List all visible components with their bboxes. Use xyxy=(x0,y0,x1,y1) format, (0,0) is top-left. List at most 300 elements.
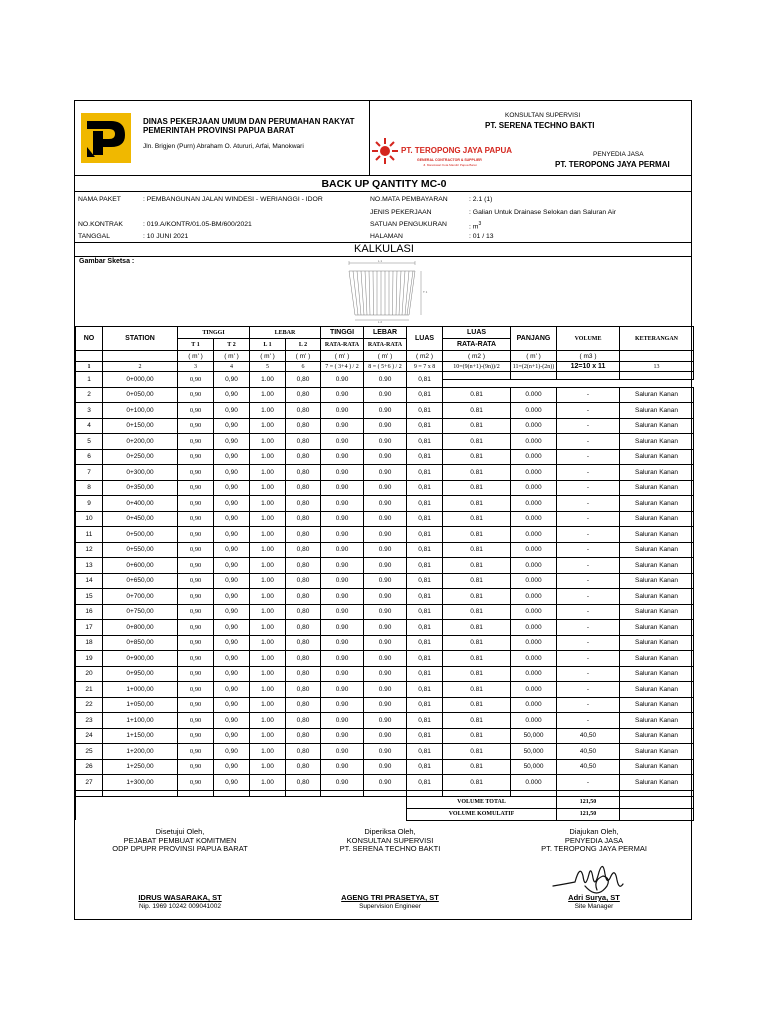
cell-l1: 1.00 xyxy=(250,403,286,419)
interval-panjang: 0.000 xyxy=(511,403,557,419)
interval-panjang: 0.000 xyxy=(511,697,557,713)
cell-t1: 0,90 xyxy=(178,728,214,744)
cell-t2: 0,90 xyxy=(214,620,250,636)
cell-l2: 0,80 xyxy=(286,728,321,744)
cell-l1: 1.00 xyxy=(250,604,286,620)
cell-t2: 0,90 xyxy=(214,372,250,388)
cell-luas: 0,81 xyxy=(407,527,443,543)
interval-luas-rata: 0.81 xyxy=(443,558,511,574)
interval-luas-rata: 0.81 xyxy=(443,775,511,791)
table-row xyxy=(76,372,694,380)
interval-luas-rata: 0.81 xyxy=(443,651,511,667)
interval-panjang: 0.000 xyxy=(511,527,557,543)
interval-panjang: 0.000 xyxy=(511,573,557,589)
cell-l2: 0,80 xyxy=(286,387,321,403)
cell-l1: 1.00 xyxy=(250,372,286,388)
interval-ket: Saluran Kanan xyxy=(620,620,694,636)
col-l1: L 1 xyxy=(250,339,286,351)
cell-lr: 0.90 xyxy=(364,465,407,481)
cell-l2: 0,80 xyxy=(286,511,321,527)
interval-ket: Saluran Kanan xyxy=(620,775,694,791)
cell-luas: 0,81 xyxy=(407,496,443,512)
cell-l1: 1.00 xyxy=(250,589,286,605)
cell-l1: 1.00 xyxy=(250,480,286,496)
table-row xyxy=(76,527,694,535)
interval-volume: - xyxy=(557,713,620,729)
interval-luas-rata: 0.81 xyxy=(443,682,511,698)
cell-t2: 0,90 xyxy=(214,465,250,481)
cell-l2: 0,80 xyxy=(286,449,321,465)
jenis-pekerjaan-label: JENIS PEKERJAAN xyxy=(370,209,432,216)
col-rata-luas: RATA-RATA xyxy=(443,339,511,351)
cell-l1: 1.00 xyxy=(250,558,286,574)
sketch-top-label: L 1 xyxy=(377,259,383,263)
signature-right-name xyxy=(495,894,693,911)
table-row xyxy=(76,418,694,426)
cell-l1: 1.00 xyxy=(250,713,286,729)
signature-right xyxy=(495,828,693,854)
signature-middle-name xyxy=(285,894,495,911)
col-luas: LUAS xyxy=(407,327,443,351)
interval-panjang: 0.000 xyxy=(511,682,557,698)
interval-volume: - xyxy=(557,480,620,496)
unit-cell: ( m' ) xyxy=(511,351,557,362)
cell-t1: 0,90 xyxy=(178,511,214,527)
interval-luas-rata: 0.81 xyxy=(443,496,511,512)
cell-no: 21 xyxy=(76,682,103,698)
interval-luas-rata: 0.81 xyxy=(443,511,511,527)
interval-panjang: 50,000 xyxy=(511,728,557,744)
interval-volume: - xyxy=(557,666,620,682)
cell-l2: 0,80 xyxy=(286,697,321,713)
cell-t2: 0,90 xyxy=(214,403,250,419)
interval-volume: - xyxy=(557,573,620,589)
interval-volume: - xyxy=(557,589,620,605)
nama-paket-label: NAMA PAKET xyxy=(78,196,121,203)
cell-l2: 0,80 xyxy=(286,744,321,760)
cell-lr: 0.90 xyxy=(364,434,407,450)
table-row xyxy=(76,697,694,705)
interval-volume: 40,50 xyxy=(557,728,620,744)
cell-no: 10 xyxy=(76,511,103,527)
col-rata-t: RATA-RATA xyxy=(321,339,364,351)
volume-kumulatif-row-label: VOLUME KOMULATIF xyxy=(407,808,557,820)
sig-left-subtitle: Nip. 1969 10242 009041002 xyxy=(138,902,222,910)
interval-ket: Saluran Kanan xyxy=(620,744,694,760)
cell-luas: 0,81 xyxy=(407,387,443,403)
cell-no: 7 xyxy=(76,465,103,481)
cell-l2: 0,80 xyxy=(286,713,321,729)
cell-station: 0+800,00 xyxy=(103,620,178,636)
interval-panjang: 0.000 xyxy=(511,558,557,574)
interval-volume: - xyxy=(557,635,620,651)
consultant-name: PT. SERENA TECHNO BAKTI xyxy=(485,121,595,130)
cell-t2: 0,90 xyxy=(214,387,250,403)
cell-luas: 0,81 xyxy=(407,759,443,775)
interval-ket: Saluran Kanan xyxy=(620,527,694,543)
interval-luas-rata: 0.81 xyxy=(443,744,511,760)
cell-no: 6 xyxy=(76,449,103,465)
cell-l2: 0,80 xyxy=(286,558,321,574)
interval-panjang: 0.000 xyxy=(511,434,557,450)
interval-volume: - xyxy=(557,511,620,527)
cell-l1: 1.00 xyxy=(250,620,286,636)
sig-left-caption2: PEJABAT PEMBUAT KOMITMEN xyxy=(123,835,237,845)
cell-l2: 0,80 xyxy=(286,372,321,388)
cell-t1: 0,90 xyxy=(178,682,214,698)
index-row xyxy=(76,362,694,372)
interval-luas-rata: 0.81 xyxy=(443,573,511,589)
cell-station: 0+400,00 xyxy=(103,496,178,512)
volume-total-row xyxy=(76,796,694,808)
channel-cross-section-sketch xyxy=(335,259,430,323)
cell-luas: 0,81 xyxy=(407,558,443,574)
cell-t1: 0,90 xyxy=(178,589,214,605)
cell-tr: 0.90 xyxy=(321,465,364,481)
agency-name xyxy=(143,117,433,135)
interval-panjang: 0.000 xyxy=(511,496,557,512)
cell-luas: 0,81 xyxy=(407,589,443,605)
cell-t1: 0,90 xyxy=(178,496,214,512)
cell-l2: 0,80 xyxy=(286,589,321,605)
kalkulasi-title: KALKULASI xyxy=(354,243,414,255)
cell-tr: 0.90 xyxy=(321,666,364,682)
provider-caption: PENYEDIA JASA xyxy=(593,151,644,158)
cell-lr: 0.90 xyxy=(364,589,407,605)
interval-ket: Saluran Kanan xyxy=(620,728,694,744)
cell-l1: 1.00 xyxy=(250,775,286,791)
interval-ket: Saluran Kanan xyxy=(620,403,694,419)
agency-line2: PEMERINTAH PROVINSI PAPUA BARAT xyxy=(143,126,295,135)
cell-station: 1+200,00 xyxy=(103,744,178,760)
interval-luas-rata: 0.81 xyxy=(443,589,511,605)
col-rata-l: RATA-RATA xyxy=(364,339,407,351)
col-keterangan: KETERANGAN xyxy=(620,327,694,351)
table-row xyxy=(76,465,694,473)
interval-ket: Saluran Kanan xyxy=(620,511,694,527)
cell-l2: 0,80 xyxy=(286,666,321,682)
sig-right-caption2: PENYEDIA JASA xyxy=(564,835,624,845)
cell-no: 1 xyxy=(76,372,103,388)
interval-volume: - xyxy=(557,387,620,403)
cell-l1: 1.00 xyxy=(250,697,286,713)
interval-luas-rata: 0.81 xyxy=(443,387,511,403)
cell-tr: 0.90 xyxy=(321,387,364,403)
cell-luas: 0,81 xyxy=(407,434,443,450)
unit-cell: ( m3 ) xyxy=(557,351,620,362)
interval-ket: Saluran Kanan xyxy=(620,558,694,574)
interval-ket: Saluran Kanan xyxy=(620,418,694,434)
document-title: BACK UP QANTITY MC-0 xyxy=(321,178,447,190)
interval-ket: Saluran Kanan xyxy=(620,589,694,605)
interval-panjang: 0.000 xyxy=(511,666,557,682)
sketch-bottom-label: L 2 xyxy=(377,320,383,323)
cell-l1: 1.00 xyxy=(250,573,286,589)
satuan-unit: : m xyxy=(469,223,479,231)
cell-l1: 1.00 xyxy=(250,542,286,558)
cell-t1: 0,90 xyxy=(178,744,214,760)
agency-address: Jln. Brigjen (Purn) Abraham O. Atururi, Arfai, Manokwari xyxy=(143,143,304,150)
index-cell: 10=(9(n+1)-(9n))/2 xyxy=(443,362,511,372)
cell-lr: 0.90 xyxy=(364,558,407,574)
interval-panjang: 0.000 xyxy=(511,480,557,496)
satuan-value xyxy=(469,221,481,230)
cell-tr: 0.90 xyxy=(321,713,364,729)
cell-luas: 0,81 xyxy=(407,666,443,682)
cell-l2: 0,80 xyxy=(286,759,321,775)
interval-panjang: 0.000 xyxy=(511,604,557,620)
cell-no: 26 xyxy=(76,759,103,775)
cell-station: 1+300,00 xyxy=(103,775,178,791)
interval-ket: Saluran Kanan xyxy=(620,651,694,667)
sketch-side-label: T 1 xyxy=(423,290,428,294)
cell-no: 11 xyxy=(76,527,103,543)
unit-cell: ( m' ) xyxy=(364,351,407,362)
col-panjang: PANJANG xyxy=(511,327,557,351)
interval-panjang: 0.000 xyxy=(511,418,557,434)
cell-no: 3 xyxy=(76,403,103,419)
cell-t2: 0,90 xyxy=(214,728,250,744)
interval-volume: - xyxy=(557,449,620,465)
cell-lr: 0.90 xyxy=(364,635,407,651)
cell-station: 0+950,00 xyxy=(103,666,178,682)
interval-luas-rata: 0.81 xyxy=(443,542,511,558)
cell-tr: 0.90 xyxy=(321,728,364,744)
cell-lr: 0.90 xyxy=(364,775,407,791)
interval-volume: 40,50 xyxy=(557,759,620,775)
interval-ket: Saluran Kanan xyxy=(620,465,694,481)
cell-tr: 0.90 xyxy=(321,775,364,791)
sig-left-caption1: Disetujui Oleh, xyxy=(155,827,205,836)
cell-lr: 0.90 xyxy=(364,682,407,698)
divider xyxy=(75,191,691,192)
interval-panjang: 0.000 xyxy=(511,387,557,403)
cell-l1: 1.00 xyxy=(250,387,286,403)
cell-luas: 0,81 xyxy=(407,728,443,744)
cell-luas: 0,81 xyxy=(407,511,443,527)
cell-t1: 0,90 xyxy=(178,635,214,651)
cell-no: 17 xyxy=(76,620,103,636)
cell-l1: 1.00 xyxy=(250,635,286,651)
col-volume: VOLUME xyxy=(557,327,620,351)
index-cell: 5 xyxy=(250,362,286,372)
table-row xyxy=(76,713,694,721)
cell-station: 0+250,00 xyxy=(103,449,178,465)
cell-no: 27 xyxy=(76,775,103,791)
interval-panjang: 0.000 xyxy=(511,713,557,729)
cell-no: 16 xyxy=(76,604,103,620)
cell-station: 0+200,00 xyxy=(103,434,178,450)
sketch-label: Gambar Sketsa : xyxy=(79,258,135,265)
interval-ket: Saluran Kanan xyxy=(620,449,694,465)
table-row xyxy=(76,573,694,581)
cell-luas: 0,81 xyxy=(407,449,443,465)
cell-t1: 0,90 xyxy=(178,403,214,419)
unit-cell: ( m2 ) xyxy=(443,351,511,362)
cell-t1: 0,90 xyxy=(178,480,214,496)
col-luas-rata: LUAS xyxy=(443,327,511,339)
cell-l2: 0,80 xyxy=(286,434,321,450)
provider-name: PT. TEROPONG JAYA PERMAI xyxy=(555,160,670,169)
index-cell: 6 xyxy=(286,362,321,372)
cell-l1: 1.00 xyxy=(250,527,286,543)
cell-luas: 0,81 xyxy=(407,542,443,558)
interval-ket: Saluran Kanan xyxy=(620,759,694,775)
table-row xyxy=(76,728,694,736)
cell-luas: 0,81 xyxy=(407,480,443,496)
interval-ket: Saluran Kanan xyxy=(620,573,694,589)
cell-lr: 0.90 xyxy=(364,449,407,465)
tanggal-value: : 10 JUNI 2021 xyxy=(143,233,189,240)
cell-t1: 0,90 xyxy=(178,558,214,574)
cell-luas: 0,81 xyxy=(407,418,443,434)
cell-lr: 0.90 xyxy=(364,728,407,744)
sig-middle-subtitle: Supervision Engineer xyxy=(359,902,421,910)
cell-l1: 1.00 xyxy=(250,449,286,465)
cell-l1: 1.00 xyxy=(250,744,286,760)
sig-right-caption3: PT. TEROPONG JAYA PERMAI xyxy=(541,844,647,853)
divider xyxy=(75,256,691,257)
index-cell: 8 = ( 5+6 ) / 2 xyxy=(364,362,407,372)
cell-lr: 0.90 xyxy=(364,511,407,527)
cell-l1: 1.00 xyxy=(250,511,286,527)
unit-row xyxy=(76,351,694,362)
interval-ket: Saluran Kanan xyxy=(620,666,694,682)
cell-l1: 1.00 xyxy=(250,666,286,682)
cell-lr: 0.90 xyxy=(364,697,407,713)
cell-no: 15 xyxy=(76,589,103,605)
interval-panjang: 0.000 xyxy=(511,651,557,667)
signature-middle xyxy=(285,828,495,854)
cell-tr: 0.90 xyxy=(321,589,364,605)
interval-volume: - xyxy=(557,775,620,791)
index-cell: 13 xyxy=(620,362,694,372)
interval-ket: Saluran Kanan xyxy=(620,434,694,450)
interval-ket: Saluran Kanan xyxy=(620,713,694,729)
cell-t1: 0,90 xyxy=(178,542,214,558)
cell-lr: 0.90 xyxy=(364,713,407,729)
cell-t1: 0,90 xyxy=(178,651,214,667)
col-tinggi-rata: TINGGI xyxy=(321,327,364,339)
cell-luas: 0,81 xyxy=(407,403,443,419)
table-row xyxy=(76,434,694,442)
cell-t2: 0,90 xyxy=(214,775,250,791)
cell-l2: 0,80 xyxy=(286,651,321,667)
interval-ket: Saluran Kanan xyxy=(620,635,694,651)
cell-l1: 1.00 xyxy=(250,465,286,481)
document-sheet xyxy=(74,100,692,920)
volume-total-row-label: VOLUME TOTAL xyxy=(407,796,557,808)
cell-tr: 0.90 xyxy=(321,496,364,512)
consultant-caption: KONSULTAN SUPERVISI xyxy=(505,112,581,119)
interval-luas-rata: 0.81 xyxy=(443,604,511,620)
cell-l2: 0,80 xyxy=(286,418,321,434)
cell-t2: 0,90 xyxy=(214,682,250,698)
cell-t1: 0,90 xyxy=(178,604,214,620)
cell-station: 1+100,00 xyxy=(103,713,178,729)
sig-right-subtitle: Site Manager xyxy=(574,902,614,910)
cell-l1: 1.00 xyxy=(250,728,286,744)
interval-volume: - xyxy=(557,418,620,434)
cell-station: 0+750,00 xyxy=(103,604,178,620)
col-lebar-rata: LEBAR xyxy=(364,327,407,339)
interval-volume: - xyxy=(557,558,620,574)
cell-station: 0+150,00 xyxy=(103,418,178,434)
signature-left-name xyxy=(75,894,285,911)
cell-no: 25 xyxy=(76,744,103,760)
interval-panjang: 0.000 xyxy=(511,589,557,605)
index-cell: 4 xyxy=(214,362,250,372)
cell-t1: 0,90 xyxy=(178,527,214,543)
cell-l2: 0,80 xyxy=(286,542,321,558)
interval-luas-rata: 0.81 xyxy=(443,434,511,450)
cell-t2: 0,90 xyxy=(214,651,250,667)
interval-ket: Saluran Kanan xyxy=(620,480,694,496)
cell-luas: 0,81 xyxy=(407,604,443,620)
unit-cell: ( m2 ) xyxy=(407,351,443,362)
interval-panjang: 0.000 xyxy=(511,511,557,527)
interval-ket: Saluran Kanan xyxy=(620,387,694,403)
cell-l2: 0,80 xyxy=(286,496,321,512)
cell-t2: 0,90 xyxy=(214,666,250,682)
cell-t1: 0,90 xyxy=(178,449,214,465)
interval-volume: - xyxy=(557,403,620,419)
cell-station: 0+000,00 xyxy=(103,372,178,388)
cell-l1: 1.00 xyxy=(250,759,286,775)
cell-t2: 0,90 xyxy=(214,635,250,651)
cell-t1: 0,90 xyxy=(178,759,214,775)
cell-tr: 0.90 xyxy=(321,372,364,388)
cell-l2: 0,80 xyxy=(286,573,321,589)
interval-luas-rata: 0.81 xyxy=(443,697,511,713)
cell-tr: 0.90 xyxy=(321,573,364,589)
col-t2: T 2 xyxy=(214,339,250,351)
quantity-table xyxy=(75,326,694,821)
contractor-logo-sub2: Jl. Manokwari Kota Mandiri Papua Barat xyxy=(423,163,477,167)
table-row xyxy=(76,635,694,643)
cell-station: 0+600,00 xyxy=(103,558,178,574)
cell-tr: 0.90 xyxy=(321,620,364,636)
cell-t2: 0,90 xyxy=(214,434,250,450)
table-row xyxy=(76,511,694,519)
cell-l2: 0,80 xyxy=(286,682,321,698)
interval-luas-rata: 0.81 xyxy=(443,620,511,636)
halaman-label: HALAMAN xyxy=(370,233,403,240)
cell-t1: 0,90 xyxy=(178,465,214,481)
cell-no: 22 xyxy=(76,697,103,713)
cell-luas: 0,81 xyxy=(407,573,443,589)
cell-station: 0+450,00 xyxy=(103,511,178,527)
table-row xyxy=(76,589,694,597)
col-l2: L 2 xyxy=(286,339,321,351)
cell-lr: 0.90 xyxy=(364,666,407,682)
cell-luas: 0,81 xyxy=(407,713,443,729)
cell-luas: 0,81 xyxy=(407,372,443,388)
col-t1: T 1 xyxy=(178,339,214,351)
cell-no: 12 xyxy=(76,542,103,558)
cell-luas: 0,81 xyxy=(407,682,443,698)
cell-t2: 0,90 xyxy=(214,697,250,713)
table-row xyxy=(76,604,694,612)
contractor-logo xyxy=(371,135,541,171)
cell-lr: 0.90 xyxy=(364,480,407,496)
volume-kumulatif-row xyxy=(76,808,694,820)
cell-luas: 0,81 xyxy=(407,775,443,791)
interval-volume: - xyxy=(557,620,620,636)
interval-volume: - xyxy=(557,682,620,698)
interval-luas-rata: 0.81 xyxy=(443,480,511,496)
unit-cell: ( m' ) xyxy=(321,351,364,362)
